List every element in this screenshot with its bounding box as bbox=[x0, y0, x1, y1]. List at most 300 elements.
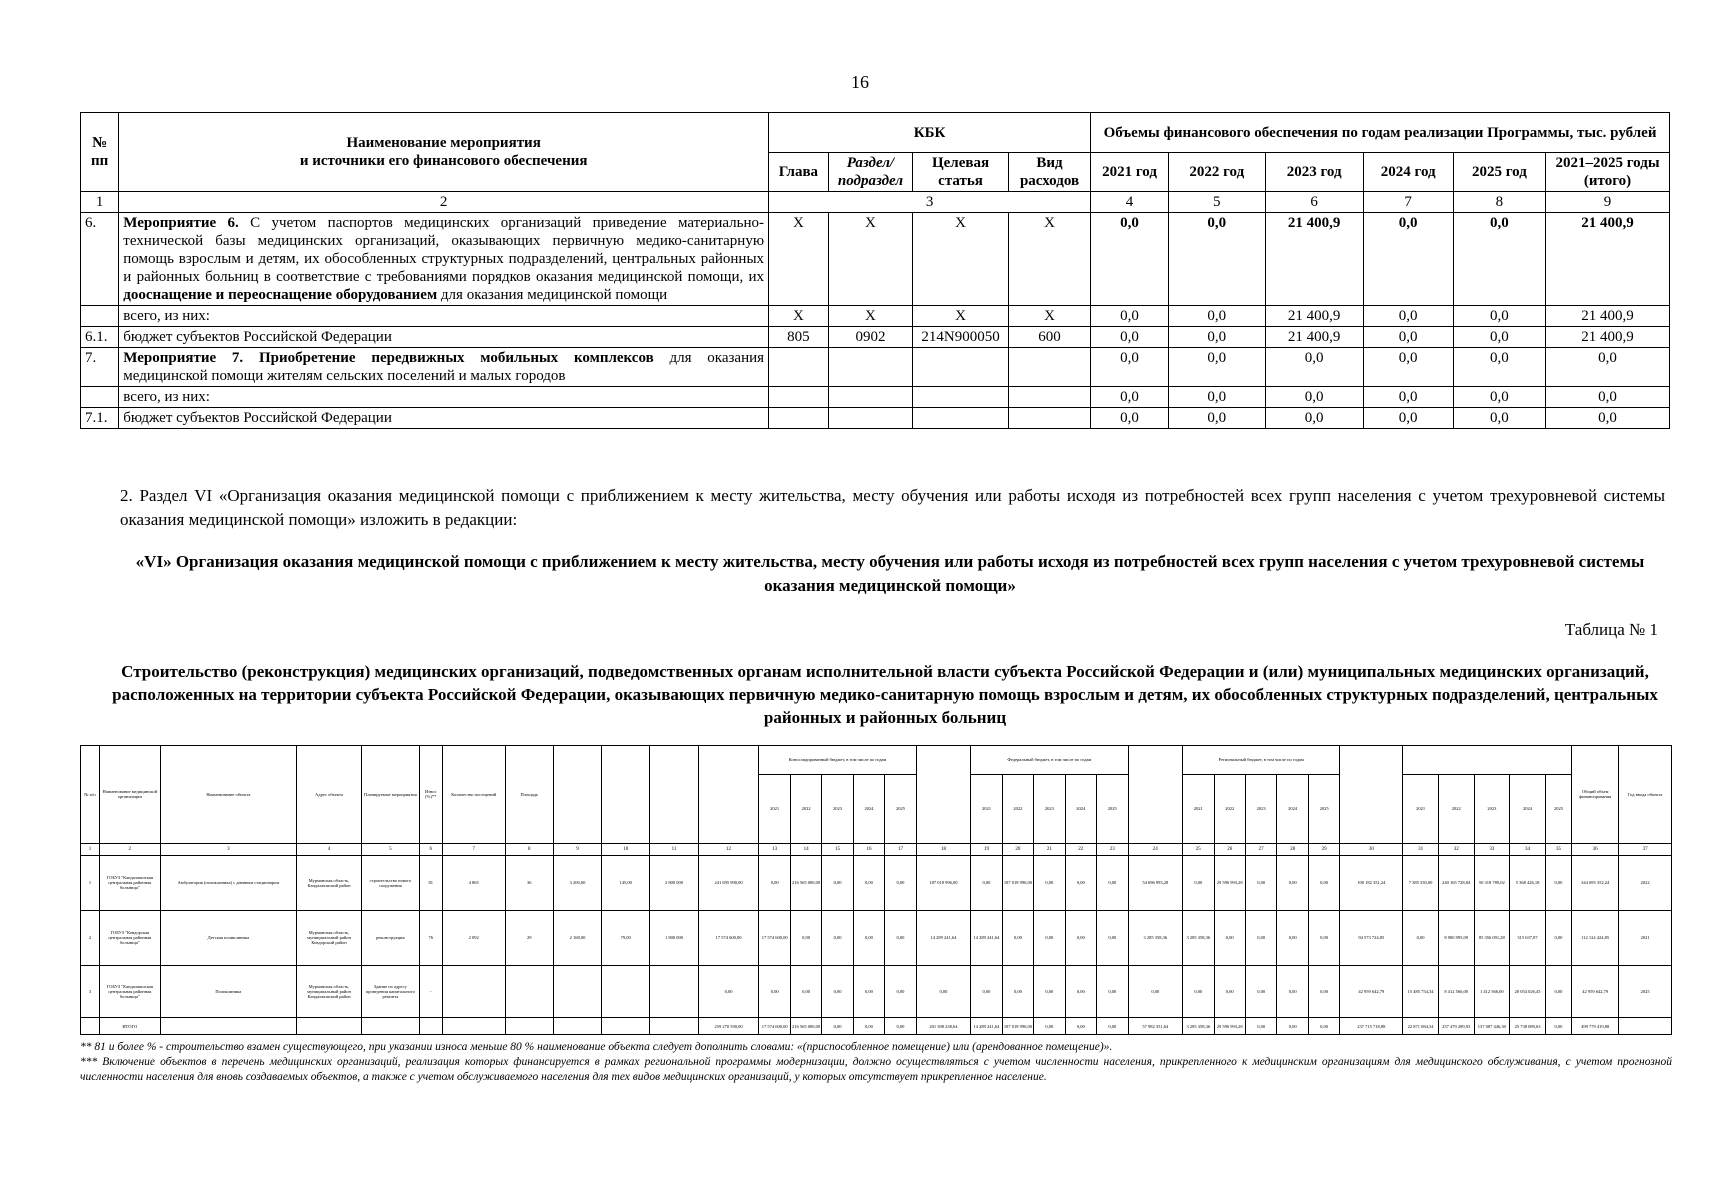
cell-wear: 76 bbox=[419, 910, 442, 965]
value-cell: 22 871 084,34 bbox=[1403, 1018, 1439, 1035]
column-number: 25 bbox=[1183, 843, 1214, 855]
row-2024: 0,0 bbox=[1363, 327, 1453, 348]
row-razdel bbox=[828, 387, 912, 408]
index-cell: 6 bbox=[1265, 192, 1363, 213]
value-cell: 0,00 bbox=[1545, 1018, 1571, 1035]
row-2024: 0,0 bbox=[1363, 387, 1453, 408]
row-2025: 0,0 bbox=[1453, 387, 1545, 408]
value-cell: 0,00 bbox=[853, 965, 884, 1018]
value-cell: 0,00 bbox=[1308, 910, 1340, 965]
header-org: Наименование медицинской организации bbox=[99, 746, 160, 844]
value-cell: 257 479 289,93 bbox=[1438, 1018, 1474, 1035]
header-year: Год ввода объекта bbox=[1619, 746, 1672, 844]
header-year-cell: 2023 bbox=[822, 774, 853, 843]
row-razdel: 0902 bbox=[828, 327, 912, 348]
row-2021: 0,0 bbox=[1091, 387, 1169, 408]
index-cell: 9 bbox=[1546, 192, 1670, 213]
value-cell: 0,00 bbox=[822, 1018, 853, 1035]
header-2021: 2021 год bbox=[1091, 153, 1169, 192]
row-2022: 0,0 bbox=[1168, 387, 1265, 408]
header-2024: 2024 год bbox=[1363, 153, 1453, 192]
header-mun-group: Региональный бюджет, в том числе по годам bbox=[1183, 746, 1340, 775]
section-title: «VI» Организация оказания медицинской помощи с приближением к месту жительства, месту обучения или работы исходя из потребностей всех групп населения с учетом трехуровневой системы оказания медицинской помощи» bbox=[135, 552, 1645, 595]
value-cell: 17 574 600,00 bbox=[759, 910, 790, 965]
value-cell: 3 285 358,36 bbox=[1183, 1018, 1214, 1035]
index-cell: 8 bbox=[1453, 192, 1545, 213]
value-cell: 0,00 bbox=[1214, 910, 1245, 965]
header-area: Площадь bbox=[505, 746, 553, 844]
column-number: 11 bbox=[650, 843, 698, 855]
value-cell: 0,00 bbox=[1245, 910, 1276, 965]
cell-org: ГОБУЗ "Кандалакшская центральная районная больница" bbox=[99, 855, 160, 910]
row-2025: 0,0 bbox=[1453, 213, 1545, 306]
table-cell bbox=[362, 1018, 420, 1035]
row-glava: X bbox=[769, 306, 829, 327]
header-year-cell: 2025 bbox=[1097, 774, 1129, 843]
index-cell: 5 bbox=[1168, 192, 1265, 213]
table-row bbox=[81, 910, 1672, 965]
table-row bbox=[81, 348, 1670, 387]
column-number: 22 bbox=[1065, 843, 1096, 855]
header-cell bbox=[916, 746, 971, 844]
value-cell: 50 318 789,02 bbox=[1474, 855, 1510, 910]
index-cell: 7 bbox=[1363, 192, 1453, 213]
column-number: 33 bbox=[1474, 843, 1510, 855]
header-year-cell: 2023 bbox=[1474, 774, 1510, 843]
value-cell: 54 696 993,28 bbox=[1128, 855, 1183, 910]
column-number: 30 bbox=[1340, 843, 1403, 855]
value-cell bbox=[505, 965, 553, 1018]
row-vid bbox=[1008, 387, 1090, 408]
header-cell bbox=[553, 746, 601, 844]
row-total: 21 400,9 bbox=[1546, 327, 1670, 348]
value-cell: 25 738 089,63 bbox=[1510, 1018, 1546, 1035]
header-reg-group: Федеральный бюджет, в том числе по годам bbox=[971, 746, 1128, 775]
value-cell: 0,00 bbox=[1308, 1018, 1340, 1035]
column-number-row bbox=[81, 843, 1672, 855]
column-number: 29 bbox=[1308, 843, 1340, 855]
amendment-paragraph: 2. Раздел VI «Организация оказания медицинской помощи с приближением к месту жительства, месту обучения или работы исходя из потребностей всех групп населения с учетом трехуровневой системы оказания медицинской помощи» изложить в редакции: bbox=[120, 486, 1665, 529]
value-cell: 0,00 bbox=[1097, 855, 1129, 910]
total-row bbox=[81, 1018, 1672, 1035]
cell-no: 3 bbox=[81, 965, 100, 1018]
value-cell bbox=[1619, 1018, 1672, 1035]
value-cell: 0,00 bbox=[759, 965, 790, 1018]
row-glava bbox=[769, 387, 829, 408]
value-cell: 0,00 bbox=[853, 910, 884, 965]
value-cell: 0,00 bbox=[853, 1018, 884, 1035]
value-cell: 1 800 000 bbox=[650, 910, 698, 965]
footnote: ** 81 и более % - строительство взамен существующего, при указании износа меньше 80 % наименование объекта следует дополнить словами: «(приспособленное помещение) или (арендованное помещение)». bbox=[80, 1041, 1113, 1053]
row-vid bbox=[1008, 408, 1090, 429]
header-vid: Вид расходов bbox=[1008, 153, 1090, 192]
header-razdel: Раздел/ подраздел bbox=[828, 153, 912, 192]
row-tselevaya bbox=[913, 348, 1009, 387]
row-number bbox=[81, 387, 119, 408]
value-cell: 0,00 bbox=[1214, 965, 1245, 1018]
value-cell: 2025 bbox=[1619, 965, 1672, 1018]
footnotes bbox=[80, 1040, 1672, 1085]
row-number bbox=[81, 306, 119, 327]
cell-org: ГОБУЗ "Ковдорская центральная районная больница" bbox=[99, 910, 160, 965]
row-number: 7. bbox=[81, 348, 119, 387]
column-number: 19 bbox=[971, 843, 1002, 855]
row-2022: 0,0 bbox=[1168, 408, 1265, 429]
header-year-cell: 2024 bbox=[853, 774, 884, 843]
header-row bbox=[81, 746, 1672, 775]
value-cell: 0,00 bbox=[1277, 965, 1308, 1018]
row-2022: 0,0 bbox=[1168, 306, 1265, 327]
value-cell bbox=[602, 1018, 650, 1035]
header-cell bbox=[602, 746, 650, 844]
column-number: 12 bbox=[698, 843, 759, 855]
row-name-bold: Мероприятие 7. Приобретение передвижных мобильных комплексов bbox=[123, 350, 654, 366]
header-2025: 2025 год bbox=[1453, 153, 1545, 192]
value-cell: 94 573 724,85 bbox=[1340, 910, 1403, 965]
row-2023: 0,0 bbox=[1265, 348, 1363, 387]
row-2023: 21 400,9 bbox=[1265, 306, 1363, 327]
column-number: 27 bbox=[1245, 843, 1276, 855]
value-cell: 0,00 bbox=[1183, 855, 1214, 910]
cell-object: Амбулатория (поликлиника) с дневным стационаром bbox=[160, 855, 296, 910]
value-cell: 5 368 426,18 bbox=[1510, 855, 1546, 910]
page-number: 16 bbox=[851, 72, 869, 92]
column-number: 32 bbox=[1438, 843, 1474, 855]
row-name-text: С учетом паспортов медицинских организаций приведение материально-технической базы медицинских организаций, оказывающих первичную медико-санитарную помощь взрослым и детям, их обособленных структурных подразделений, центральных районных и районных больниц в соответствие с требованиями порядков оказания медицинской помощи, их bbox=[123, 215, 765, 285]
value-cell: 0,00 bbox=[885, 965, 916, 1018]
value-cell: 0,00 bbox=[1065, 1018, 1096, 1035]
row-2022: 0,0 bbox=[1168, 327, 1265, 348]
value-cell: 85 356 091,28 bbox=[1474, 910, 1510, 965]
row-2022: 0,0 bbox=[1168, 213, 1265, 306]
header-year-cell: 2023 bbox=[1245, 774, 1276, 843]
header-wear: Износ (%)** bbox=[419, 746, 442, 844]
row-2021: 0,0 bbox=[1091, 348, 1169, 387]
table-row bbox=[81, 408, 1670, 429]
row-2024: 0,0 bbox=[1363, 348, 1453, 387]
value-cell: 499 779 419,88 bbox=[1572, 1018, 1619, 1035]
cell-address: Мурманская область, Кандалакшский район bbox=[297, 855, 362, 910]
column-number: 35 bbox=[1545, 843, 1571, 855]
column-number: 16 bbox=[853, 843, 884, 855]
value-cell: 0,00 bbox=[822, 855, 853, 910]
cell-wear: 81 bbox=[419, 855, 442, 910]
header-year-cell: 2021 bbox=[1403, 774, 1439, 843]
value-cell: 14 289 241,64 bbox=[971, 910, 1002, 965]
value-cell: 0,00 bbox=[885, 1018, 916, 1035]
value-cell bbox=[442, 965, 505, 1018]
row-name-text: для оказания медицинской помощи жителям сельских поселений и малых городов bbox=[123, 350, 765, 384]
header-no: № п/п bbox=[81, 746, 100, 844]
row-2025: 0,0 bbox=[1453, 306, 1545, 327]
table-number: Таблица № 1 bbox=[1564, 620, 1658, 639]
row-tselevaya bbox=[913, 387, 1009, 408]
value-cell: 241 695 990,00 bbox=[698, 855, 759, 910]
header-year-cell: 2022 bbox=[1002, 774, 1033, 843]
header-year-cell: 2022 bbox=[1214, 774, 1245, 843]
cell-object: Детская поликлиника bbox=[160, 910, 296, 965]
value-cell: 0,00 bbox=[822, 910, 853, 965]
construction-table bbox=[80, 745, 1672, 1035]
row-2021: 0,0 bbox=[1091, 327, 1169, 348]
row-2024: 0,0 bbox=[1363, 408, 1453, 429]
cell-address: Мурманская область, муниципальный район Ковдорский район bbox=[297, 910, 362, 965]
value-cell: 0,00 bbox=[1245, 855, 1276, 910]
value-cell: 0,00 bbox=[1097, 910, 1129, 965]
value-cell: 100 182 351,24 bbox=[1340, 855, 1403, 910]
value-cell bbox=[650, 1018, 698, 1035]
column-number: 28 bbox=[1277, 843, 1308, 855]
row-2025: 0,0 bbox=[1453, 327, 1545, 348]
cell-type: реконструкция bbox=[362, 910, 420, 965]
row-2023: 0,0 bbox=[1265, 408, 1363, 429]
header-year-cell: 2022 bbox=[1438, 774, 1474, 843]
header-year-cell: 2024 bbox=[1065, 774, 1096, 843]
total-label: ИТОГО bbox=[99, 1018, 160, 1035]
row-number: 7.1. bbox=[81, 408, 119, 429]
value-cell: 8 412 566,00 bbox=[1438, 965, 1474, 1018]
value-cell: 0,00 bbox=[1034, 910, 1065, 965]
row-tselevaya: 214N900050 bbox=[913, 327, 1009, 348]
header-year-cell: 2022 bbox=[790, 774, 821, 843]
value-cell: 0,00 bbox=[1065, 855, 1096, 910]
column-number: 36 bbox=[1572, 843, 1619, 855]
table-row bbox=[81, 965, 1672, 1018]
header-2023: 2023 год bbox=[1265, 153, 1363, 192]
value-cell: 4 865 bbox=[442, 855, 505, 910]
row-2023: 0,0 bbox=[1265, 387, 1363, 408]
value-cell: 0,00 bbox=[1097, 1018, 1129, 1035]
row-glava bbox=[769, 408, 829, 429]
header-name: Наименование мероприятия и источники его финансового обеспечения bbox=[119, 113, 769, 192]
value-cell: 240 165 728,84 bbox=[1438, 855, 1474, 910]
value-cell: 187 018 996,00 bbox=[916, 855, 971, 910]
value-cell: 0,00 bbox=[698, 965, 759, 1018]
column-number: 6 bbox=[419, 843, 442, 855]
value-cell: 0,00 bbox=[1545, 855, 1571, 910]
table-cell bbox=[160, 1018, 296, 1035]
value-cell: 0,00 bbox=[853, 855, 884, 910]
value-cell: 0,00 bbox=[790, 910, 821, 965]
value-cell: 57 982 351,64 bbox=[1128, 1018, 1183, 1035]
value-cell: 14 289 241,64 bbox=[916, 910, 971, 965]
header-2022: 2022 год bbox=[1168, 153, 1265, 192]
header-cell bbox=[1403, 746, 1572, 775]
value-cell: 0,00 bbox=[790, 965, 821, 1018]
value-cell: 0,00 bbox=[1403, 910, 1439, 965]
row-name bbox=[119, 213, 769, 306]
value-cell: 0,00 bbox=[1034, 855, 1065, 910]
header-cell bbox=[1340, 746, 1403, 844]
column-number: 3 bbox=[160, 843, 296, 855]
header-total: 2021–2025 годы (итого) bbox=[1546, 153, 1670, 192]
value-cell: 42 959 642,79 bbox=[1572, 965, 1619, 1018]
value-cell: 0,00 bbox=[971, 855, 1002, 910]
value-cell: 137 087 446,30 bbox=[1474, 1018, 1510, 1035]
row-vid bbox=[1008, 348, 1090, 387]
value-cell: 0,00 bbox=[1245, 965, 1276, 1018]
column-number: 24 bbox=[1128, 843, 1183, 855]
value-cell: 36 bbox=[505, 855, 553, 910]
value-cell: 0,00 bbox=[1002, 965, 1033, 1018]
table-cell bbox=[81, 1018, 100, 1035]
header-year-cell: 2025 bbox=[885, 774, 916, 843]
row-2024: 0,0 bbox=[1363, 306, 1453, 327]
header-total: Общий объем финансирования bbox=[1572, 746, 1619, 844]
row-2021: 0,0 bbox=[1091, 306, 1169, 327]
row-number: 6. bbox=[81, 213, 119, 306]
value-cell: 7 385 330,00 bbox=[1403, 855, 1439, 910]
value-cell bbox=[442, 1018, 505, 1035]
row-tselevaya bbox=[913, 408, 1009, 429]
row-2022: 0,0 bbox=[1168, 348, 1265, 387]
column-number: 8 bbox=[505, 843, 553, 855]
row-total: 0,0 bbox=[1546, 408, 1670, 429]
value-cell: 2 800 000 bbox=[650, 855, 698, 910]
value-cell: 0,00 bbox=[1065, 910, 1096, 965]
column-number: 34 bbox=[1510, 843, 1546, 855]
value-cell: 0,00 bbox=[1545, 910, 1571, 965]
row-name-text: для оказания медицинской помощи bbox=[437, 287, 668, 303]
row-2025: 0,0 bbox=[1453, 348, 1545, 387]
row-razdel bbox=[828, 348, 912, 387]
index-cell: 4 bbox=[1091, 192, 1169, 213]
header-type: Планируемые мероприятия bbox=[362, 746, 420, 844]
row-2023: 21 400,9 bbox=[1265, 327, 1363, 348]
row-glava: 805 bbox=[769, 327, 829, 348]
value-cell bbox=[553, 1018, 601, 1035]
value-cell: 3 285 358,36 bbox=[1128, 910, 1183, 965]
table-row bbox=[81, 327, 1670, 348]
value-cell: 201 308 238,64 bbox=[916, 1018, 971, 1035]
header-address: Адрес объекта bbox=[297, 746, 362, 844]
value-cell: 2021 bbox=[1619, 910, 1672, 965]
row-name bbox=[119, 348, 769, 387]
cell-org: ГОБУЗ "Кандалакшская центральная районная больница" bbox=[99, 965, 160, 1018]
row-vid: X bbox=[1008, 213, 1090, 306]
value-cell: 216 565 000,00 bbox=[790, 1018, 821, 1035]
table-row bbox=[81, 213, 1670, 306]
row-2025: 0,0 bbox=[1453, 408, 1545, 429]
value-cell: 0,00 bbox=[1245, 1018, 1276, 1035]
value-cell bbox=[553, 965, 601, 1018]
value-cell: 0,00 bbox=[1128, 965, 1183, 1018]
header-object: Наименование объекта bbox=[160, 746, 296, 844]
cell-type: Здание по адресу проведения капитального ремонта bbox=[362, 965, 420, 1018]
table-title: Строительство (реконструкция) медицинских организаций, подведомственных органам исполнительной власти субъекта Российской Федерации и (или) муниципальных медицинских организаций, расположенных на территории субъекта Российской Федерации, оказывающих первичную медико-санитарную помощь взрослым и детям, их обособленных структурных подразделений, центральных районных и районных больниц bbox=[112, 662, 1658, 727]
column-number: 4 bbox=[297, 843, 362, 855]
value-cell: 0,00 bbox=[1002, 910, 1033, 965]
cell-type: строительство нового сооружения bbox=[362, 855, 420, 910]
value-cell: 0,00 bbox=[971, 965, 1002, 1018]
row-total: 0,0 bbox=[1546, 387, 1670, 408]
row-total: 0,0 bbox=[1546, 348, 1670, 387]
column-number: 26 bbox=[1214, 843, 1245, 855]
header-cell bbox=[650, 746, 698, 844]
table-row bbox=[81, 855, 1672, 910]
cell-wear: - bbox=[419, 965, 442, 1018]
value-cell: 2 168,00 bbox=[553, 910, 601, 965]
column-number: 20 bbox=[1002, 843, 1033, 855]
value-cell: 15 485 754,34 bbox=[1403, 965, 1439, 1018]
row-tselevaya: X bbox=[913, 213, 1009, 306]
column-number: 9 bbox=[553, 843, 601, 855]
header-year-cell: 2024 bbox=[1510, 774, 1546, 843]
value-cell: 17 574 600,00 bbox=[759, 1018, 790, 1035]
row-total: 21 400,9 bbox=[1546, 213, 1670, 306]
value-cell: 0,00 bbox=[1277, 855, 1308, 910]
value-cell: 216 565 000,00 bbox=[790, 855, 821, 910]
cell-no: 2 bbox=[81, 910, 100, 965]
table-row bbox=[81, 387, 1670, 408]
table-cell bbox=[297, 1018, 362, 1035]
column-number: 7 bbox=[442, 843, 505, 855]
column-number: 1 bbox=[81, 843, 100, 855]
header-fed-group: Консолидированный бюджет, в том числе по годам bbox=[759, 746, 916, 775]
value-cell: 17 574 600,00 bbox=[698, 910, 759, 965]
value-cell: 0,00 bbox=[1545, 965, 1571, 1018]
value-cell: 187 018 996,00 bbox=[1002, 1018, 1033, 1035]
value-cell: 0,00 bbox=[1034, 965, 1065, 1018]
value-cell: 3 285 358,36 bbox=[1183, 910, 1214, 965]
value-cell: 8 900 995,09 bbox=[1438, 910, 1474, 965]
column-number: 37 bbox=[1619, 843, 1672, 855]
value-cell: 145,00 bbox=[602, 855, 650, 910]
value-cell: 0,00 bbox=[885, 855, 916, 910]
value-cell: 1 412 566,00 bbox=[1474, 965, 1510, 1018]
column-number: 21 bbox=[1034, 843, 1065, 855]
row-tselevaya: X bbox=[913, 306, 1009, 327]
value-cell: 0,00 bbox=[1277, 1018, 1308, 1035]
value-cell: 0,00 bbox=[1097, 965, 1129, 1018]
value-cell: 187 018 996,00 bbox=[1002, 855, 1033, 910]
value-cell: 29 596 993,28 bbox=[1214, 855, 1245, 910]
value-cell bbox=[650, 965, 698, 1018]
header-volumes: Объемы финансового обеспечения по годам реализации Программы, тыс. рублей bbox=[1091, 113, 1670, 153]
header-no: № пп bbox=[81, 113, 119, 192]
row-2021: 0,0 bbox=[1091, 213, 1169, 306]
header-year-cell: 2024 bbox=[1277, 774, 1308, 843]
value-cell: 0,00 bbox=[1065, 965, 1096, 1018]
value-cell: 0,00 bbox=[1277, 910, 1308, 965]
value-cell bbox=[602, 965, 650, 1018]
column-number: 31 bbox=[1403, 843, 1439, 855]
value-cell: 20 054 026,45 bbox=[1510, 965, 1546, 1018]
row-2024: 0,0 bbox=[1363, 213, 1453, 306]
column-number: 10 bbox=[602, 843, 650, 855]
value-cell: 2022 bbox=[1619, 855, 1672, 910]
row-number: 6.1. bbox=[81, 327, 119, 348]
header-capacity: Количество посещений bbox=[442, 746, 505, 844]
column-number: 23 bbox=[1097, 843, 1129, 855]
header-kbk: КБК bbox=[769, 113, 1091, 153]
value-cell: 0,00 bbox=[885, 910, 916, 965]
row-name: всего, из них: bbox=[119, 387, 769, 408]
footnote: *** Включение объектов в перечень медицинских организаций, реализация которых финансируется в рамках региональной программы модернизации, должно осуществляться с учетом численности населения, прикрепленного к медицинским организациям для медицинского обслуживания, с учетом прогнозной численности населения для вновь создаваемых объектов, а также с учетом обслуживаемого населения для тех видов медицинских организаций, у которых отсутствует прикрепленное население. bbox=[80, 1056, 1672, 1083]
row-razdel: X bbox=[828, 213, 912, 306]
column-number: 17 bbox=[885, 843, 916, 855]
value-cell: 259 270 590,00 bbox=[698, 1018, 759, 1035]
column-number: 18 bbox=[916, 843, 971, 855]
value-cell: 79,00 bbox=[602, 910, 650, 965]
row-name: бюджет субъектов Российской Федерации bbox=[119, 327, 769, 348]
header-glava: Глава bbox=[769, 153, 829, 192]
row-total: 21 400,9 bbox=[1546, 306, 1670, 327]
value-cell: 3 200,00 bbox=[553, 855, 601, 910]
row-name-bold: дооснащение и переоснащение оборудованием bbox=[123, 287, 438, 303]
column-number: 14 bbox=[790, 843, 821, 855]
value-cell: 0,00 bbox=[1034, 1018, 1065, 1035]
